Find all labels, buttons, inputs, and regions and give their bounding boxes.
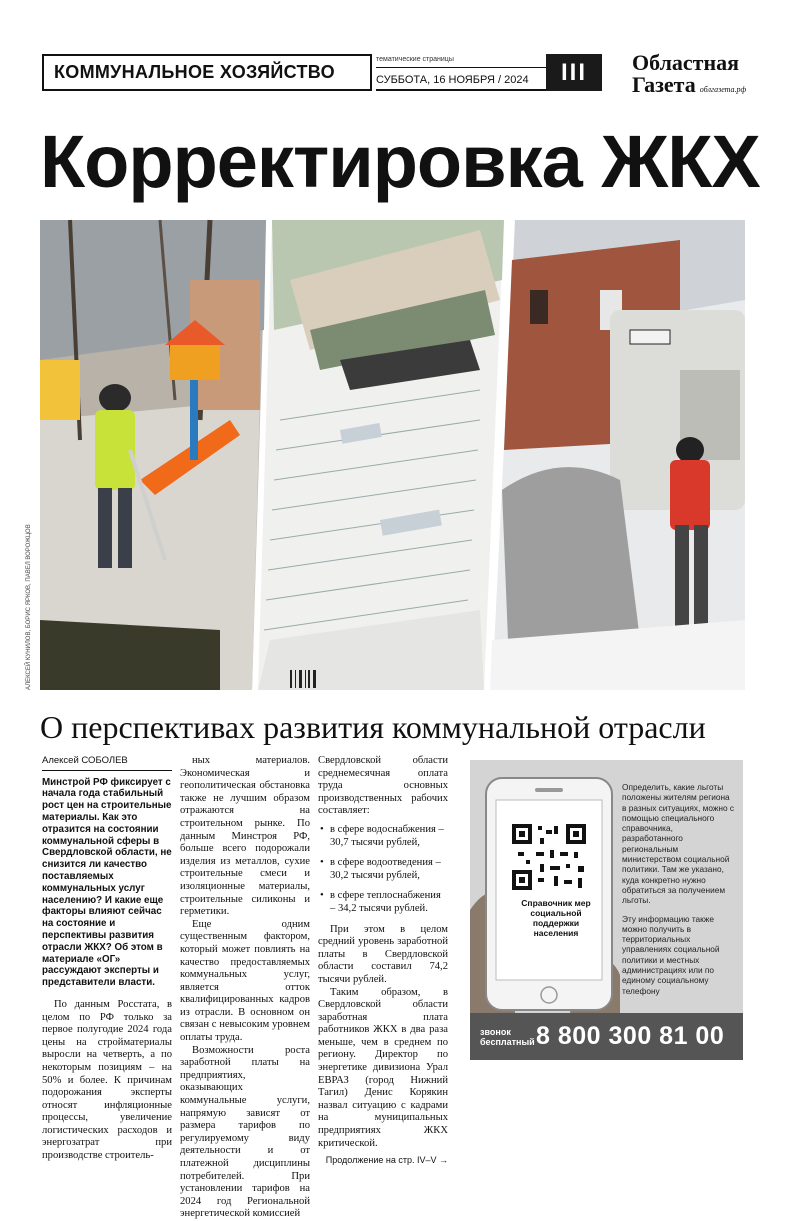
article-column-2 bbox=[180, 755, 310, 1221]
article-paragraph: По данным Росстата, в целом по РФ только за первое полугодие 2024 года цены на стройматериалы выросли на четверть, а по некоторым позициям – на 50% и более. К причинам подорожания эксперты относят инфляционные процессы, увеличение логистических расходов и энергозатрат при производстве строитель- bbox=[42, 998, 172, 1162]
arrow-right-icon: → bbox=[439, 1155, 448, 1166]
newspaper-logo bbox=[632, 52, 762, 97]
ad-paragraph: Эту информацию также можно получить в территориальных управлениях социальной политики и местных администрациях или по единому социальному телефону bbox=[622, 913, 720, 996]
social-support-ad bbox=[470, 760, 743, 1060]
page-number: III bbox=[546, 54, 602, 91]
section-title-box bbox=[42, 54, 372, 91]
photo-bills bbox=[258, 220, 504, 690]
article-column-3 bbox=[318, 755, 448, 1167]
photo-playground bbox=[40, 220, 266, 690]
wage-list bbox=[318, 824, 448, 916]
subheadline: О перспективах развития коммунальной отрасли bbox=[40, 709, 706, 745]
logo-site: облгазета.рф bbox=[699, 85, 747, 94]
photo-collage-illustration bbox=[40, 220, 745, 690]
list-item: • в сфере водоотведения – 30,2 тысячи рублей, bbox=[318, 857, 448, 882]
article-paragraph: ных материалов. Экономическая и геополитическая обстановка также не лучшим образом отражаются на строительном рынке. По данным Минстроя РФ, больше всего подорожали изделия из металлов, сухие строительные смеси и изоляционные материалы, строительные силиконы и герметики. bbox=[180, 755, 310, 918]
article-lead: Минстрой РФ фиксирует с начала года стабильный рост цен на строительные материалы. Как это отразится на состоянии коммунальной сферы в Свердловской области, не снизится ли качество поставляемых коммунальных услуг населению? И какие еще факторы влияют сейчас на состояние и перспективы развития отрасли ЖКХ? Об этом в материале «ОГ» рассуждают эксперты и представители власти. bbox=[42, 776, 172, 989]
hotline-number[interactable]: 8 800 300 81 00 bbox=[536, 1022, 725, 1050]
article-column-1 bbox=[42, 755, 172, 1163]
page-type-label: тематические страницы bbox=[376, 56, 454, 63]
logo-line-1: Областная bbox=[632, 50, 740, 75]
photo-collage bbox=[40, 220, 745, 690]
free-call-label: звонок бесплатный bbox=[480, 1026, 535, 1047]
photo-credit: АЛЕКСЕЙ КУНИЛОВ, БОРИС ЯРКОВ, ПАВЕЛ ВОРОЖЦОВ bbox=[26, 524, 32, 690]
qr-code-icon bbox=[510, 822, 588, 892]
issue-date: СУББОТА, 16 НОЯБРЯ / 2024 bbox=[376, 74, 529, 86]
photo-garbage-truck bbox=[490, 220, 745, 690]
continued-link[interactable] bbox=[318, 1154, 448, 1167]
meta-divider bbox=[376, 67, 546, 68]
article-paragraph: Еще одним существенным фактором, который может повлиять на качество предоставляемых коммунальных услуг, является отток квалифицированных кадров из отрасли. В основном он связан с невысоким уровнем оплаты труда. bbox=[180, 918, 310, 1044]
logo-line-2: Газета bbox=[632, 72, 696, 97]
main-headline: Корректировка ЖКХ bbox=[40, 120, 760, 203]
article-paragraph: Свердловской области среднемесячная оплата труда основных производственных рабочих составляет: bbox=[318, 755, 448, 817]
issue-meta bbox=[376, 54, 546, 91]
ad-description bbox=[622, 782, 736, 1004]
section-title: КОММУНАЛЬНОЕ ХОЗЯЙСТВО bbox=[54, 62, 335, 82]
list-item: • в сфере теплоснабжения – 34,2 тысячи рублей. bbox=[318, 890, 448, 915]
article-author: Алексей СОБОЛЕВ bbox=[42, 755, 172, 771]
article-paragraph: Таким образом, в Свердловской области заработная плата работников ЖКХ в два раза меньше, чем в среднем по региону. Директор по энергетике дивизиона Урал ЕВРАЗ (город Нижний Тагил) Денис Корякин назвал ситуацию с кадрами на муниципальных предприятиях ЖКХ критической. bbox=[318, 986, 448, 1149]
hotline-bar bbox=[470, 1013, 743, 1060]
meta-bottom-rule bbox=[376, 89, 546, 91]
article-paragraph: Возможности роста заработной платы на предприятиях, оказывающих коммунальные услуги, напрямую зависят от размера тарифов по регулируемому виду деятельности и от платежной дисциплины потребителей. При установлении тарифов на 2024 год Региональной энергетической комиссией bbox=[180, 1044, 310, 1220]
continued-text: Продолжение на стр. IV–V bbox=[325, 1155, 437, 1166]
article-paragraph: При этом в целом средний уровень заработной платы в Свердловской области составил 74,2 тысячи рублей. bbox=[318, 923, 448, 985]
ad-paragraph: Определить, какие льготы положены жителям региона в разных ситуациях, можно с помощью специального справочника, разработанного региональным министерством социальной политики. Там же указано, куда конкретно нужно обратиться за получением льготы. bbox=[622, 782, 735, 906]
list-item: • в сфере водоснабжения – 30,7 тысячи рублей, bbox=[318, 824, 448, 849]
phone-caption: Справочник мер социальной поддержки населения bbox=[521, 898, 591, 938]
